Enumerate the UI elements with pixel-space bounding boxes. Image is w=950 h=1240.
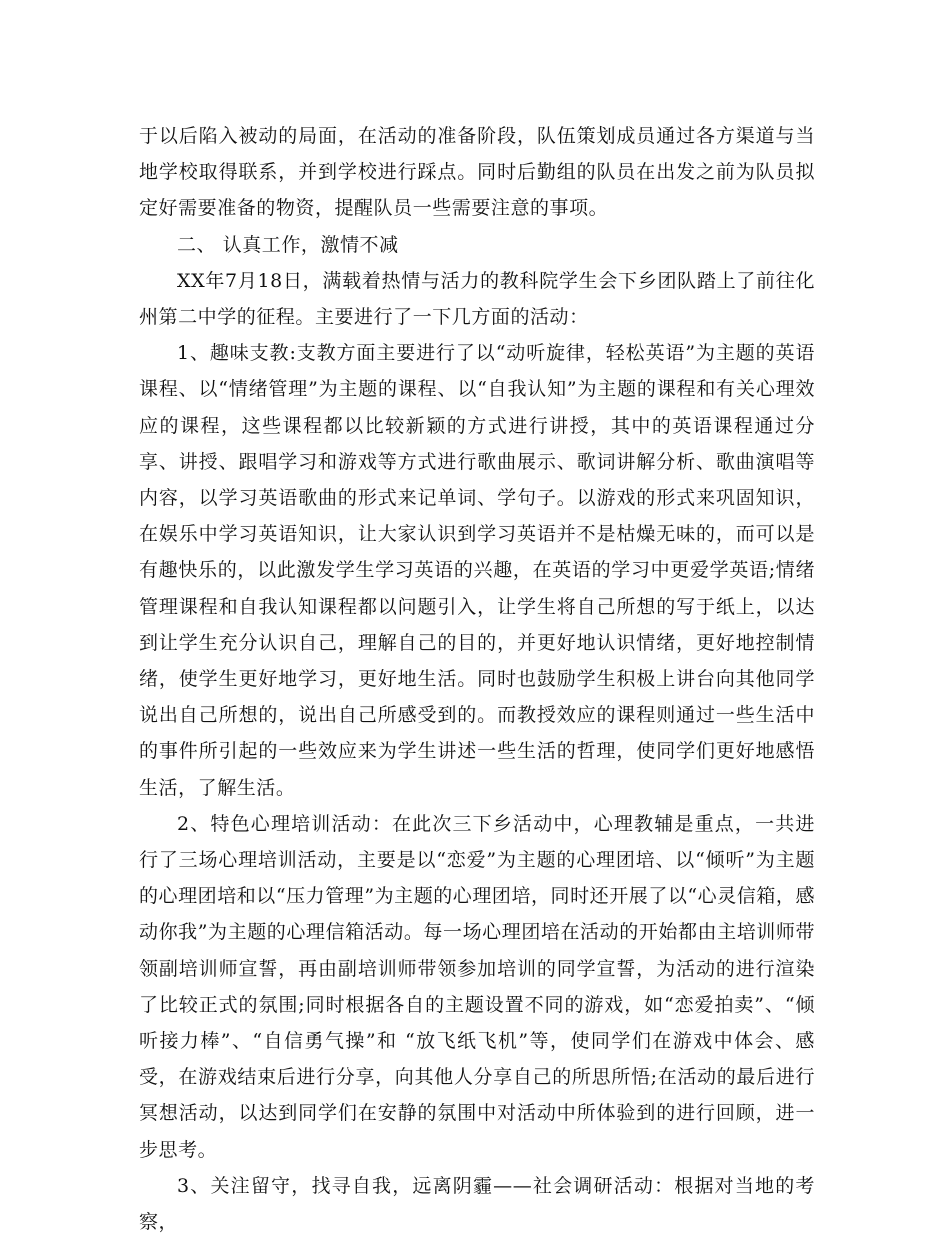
- paragraph-continuation: 于以后陷入被动的局面，在活动的准备阶段，队伍策划成员通过各方渠道与当地学校取得联系，并到学校进行踩点。同时后勤组的队员在出发之前为队员拟定好需要准备的物资，提醒队员一些需要注意的事项。: [139, 125, 815, 220]
- section-heading: 二、 认真工作，激情不减: [177, 233, 399, 256]
- document-body: [139, 118, 815, 1240]
- paragraph-survey: 3、关注留守，找寻自我，远离阴霾——社会调研活动：根据对当地的考察，: [139, 1174, 815, 1234]
- paragraph-intro: XX年7月18日，满载着热情与活力的教科院学生会下乡团队踏上了前往化州第二中学的征程。主要进行了一下几方面的活动：: [139, 269, 815, 329]
- paragraph-teaching: 1、趣味支教:支教方面主要进行了以“动听旋律，轻松英语”为主题的英语课程、以“情绪管理”为主题的课程、以“自我认知”为主题的课程和有关心理效应的课程，这些课程都以比较新颖的方式进行讲授，其中的英语课程通过分享、讲授、跟唱学习和游戏等方式进行歌曲展示、歌词讲解分析、歌曲演唱等内容，以学习英语歌曲的形式来记单词、学句子。以游戏的形式来巩固知识，在娱乐中学习英语知识，让大家认识到学习英语并不是枯燥无味的，而可以是有趣快乐的，以此激发学生学习英语的兴趣，在英语的学习中更爱学英语;情绪管理课程和自我认知课程都以问题引入，让学生将自己所想的写于纸上，以达到让学生充分认识自己，理解自己的目的，并更好地认识情绪，更好地控制情绪，使学生更好地学习，更好地生活。同时也鼓励学生积极上讲台向其他同学说出自己所想的，说出自己所感受到的。而教授效应的课程则通过一些生活中的事件所引起的一些效应来为学生讲述一些生活的哲理，使同学们更好地感悟生活，了解生活。: [139, 342, 815, 799]
- paragraph-psych-training: 2、特色心理培训活动：在此次三下乡活动中，心理教辅是重点，一共进行了三场心理培训活动，主要是以“恋爱”为主题的心理团培、以“倾听”为主题的心理团培和以“压力管理”为主题的心理团培，同时还开展了以“心灵信箱，感动你我”为主题的心理信箱活动。每一场心理团培在活动的开始都由主培训师带领副培训师宣誓，再由副培训师带领参加培训的同学宣誓，为活动的进行渲染了比较正式的氛围;同时根据各自的主题设置不同的游戏，如“恋爱拍卖”、“倾听接力棒”、“自信勇气操”和 “放飞纸飞机”等，使同学们在游戏中体会、感受，在游戏结束后进行分享，向其他人分享自己的所思所悟;在活动的最后进行冥想活动，以达到同学们在安静的氛围中对活动中所体验到的进行回顾，进一步思考。: [139, 812, 815, 1161]
